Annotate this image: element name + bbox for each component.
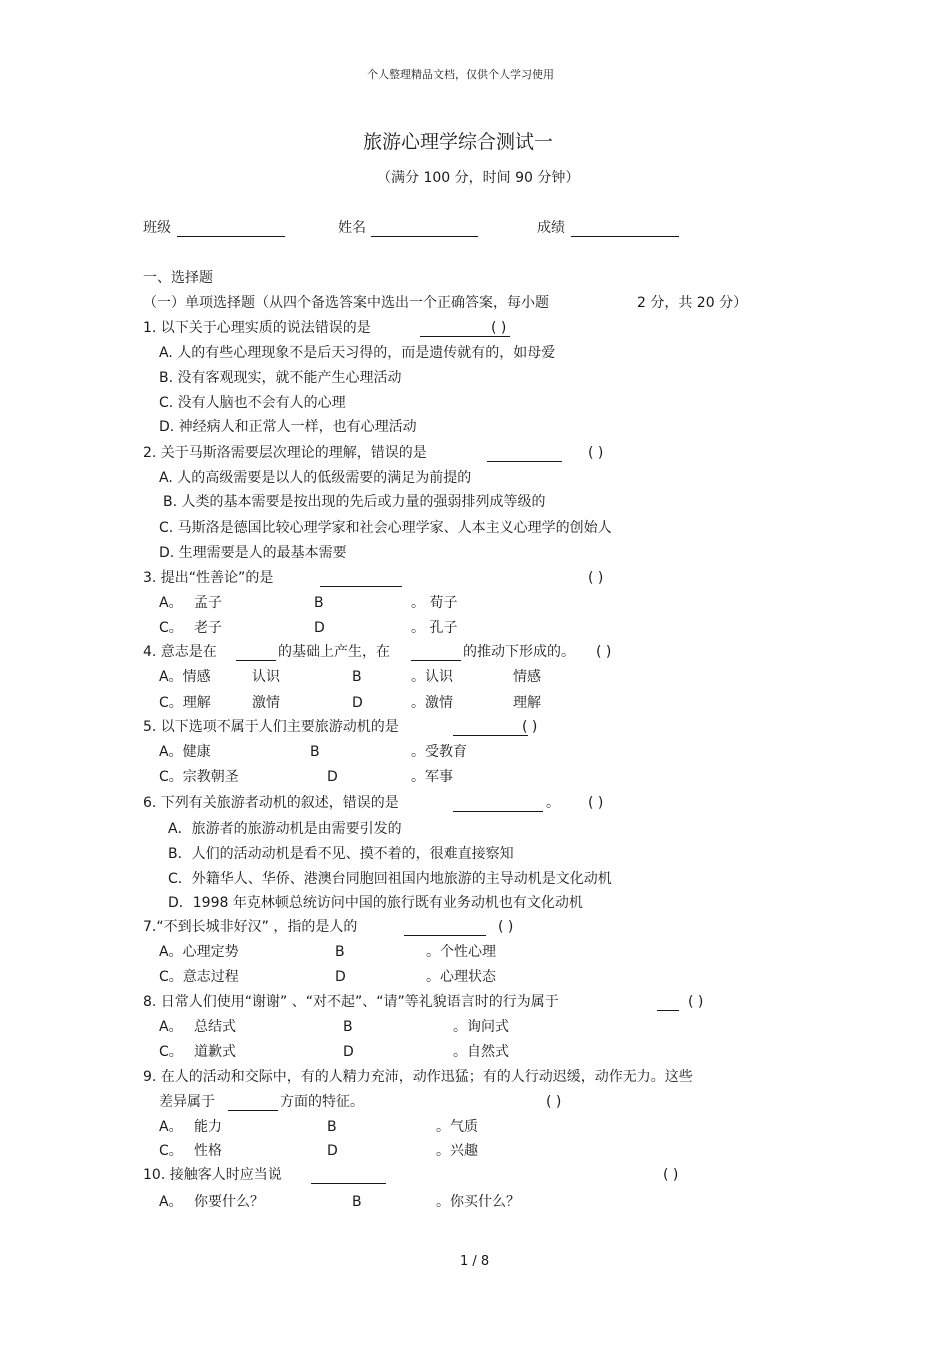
q5-option-b: 。受教育 bbox=[411, 744, 467, 760]
q6-option-c: C．外籍华人、华侨、港澳台同胞回祖国内地旅游的主导动机是文化动机 bbox=[168, 871, 612, 887]
q3-answer-bracket: ( ) bbox=[588, 570, 604, 586]
name-blank bbox=[371, 236, 478, 237]
q3-option-c-letter: C。 bbox=[159, 620, 183, 636]
q1-stem: 1. 以下关于心理实质的说法错误的是 bbox=[143, 320, 371, 336]
q9-option-a-letter: A。 bbox=[159, 1119, 183, 1135]
q4-option-c: C。理解 bbox=[159, 695, 211, 711]
q6-answer-bracket: ( ) bbox=[588, 795, 604, 811]
q8-answer-bracket: ( ) bbox=[688, 994, 704, 1010]
q3-option-d-text: 。 孔子 bbox=[411, 620, 458, 636]
q2-option-a: A. 人的高级需要是以人的低级需要的满足为前提的 bbox=[159, 470, 472, 486]
q10-answer-bracket: ( ) bbox=[663, 1167, 679, 1183]
q7-stem: 7.“不到长城非好汉” ，指的是人的 bbox=[143, 919, 358, 935]
q3-option-b-text: 。 荀子 bbox=[411, 595, 458, 611]
q8-option-d-text: 。自然式 bbox=[453, 1044, 509, 1060]
q6-stem: 6. 下列有关旅游者动机的叙述，错误的是 bbox=[143, 795, 399, 811]
q5-stem: 5. 以下选项不属于人们主要旅游动机的是 bbox=[143, 719, 399, 735]
q4-stem-part1: 4. 意志是在 bbox=[143, 644, 217, 660]
q8-option-c-text: 道歉式 bbox=[194, 1044, 236, 1060]
q5-blank bbox=[453, 735, 528, 736]
q9-stem-line2-tail: 方面的特征。 bbox=[280, 1094, 364, 1110]
q9-option-a-text: 能力 bbox=[194, 1119, 222, 1135]
section-intro: （一）单项选择题（从四个备选答案中选出一个正确答案，每小题 bbox=[143, 295, 549, 311]
q2-option-b: B. 人类的基本需要是按出现的先后或力量的强弱排列成等级的 bbox=[163, 494, 546, 510]
q9-blank bbox=[228, 1110, 278, 1111]
q3-option-d-letter: D bbox=[314, 620, 325, 636]
q5-option-b-letter: B bbox=[310, 744, 320, 760]
q8-option-a-letter: A。 bbox=[159, 1019, 183, 1035]
q4-stem-part2: 的基础上产生，在 bbox=[278, 644, 390, 660]
q4-option-b-second: 情感 bbox=[513, 669, 541, 685]
q9-option-b-letter: B bbox=[327, 1119, 337, 1135]
q1-answer-bracket: ( ) bbox=[491, 320, 507, 336]
q10-stem: 10. 接触客人时应当说 bbox=[143, 1167, 282, 1183]
q4-option-a-second: 认识 bbox=[252, 669, 280, 685]
q4-option-d-letter: D bbox=[352, 695, 363, 711]
q7-answer-bracket: ( ) bbox=[498, 919, 514, 935]
q7-option-a: A。心理定势 bbox=[159, 944, 239, 960]
q3-option-a-text: 孟子 bbox=[194, 595, 222, 611]
q5-option-c: C。宗教朝圣 bbox=[159, 769, 239, 785]
q9-stem: 9. 在人的活动和交际中，有的人精力充沛，动作迅猛；有的人行动迟缓，动作无力。这些 bbox=[143, 1069, 693, 1085]
q4-blank-1 bbox=[236, 660, 276, 661]
q9-option-c-text: 性格 bbox=[194, 1143, 222, 1159]
q8-option-b-text: 。询问式 bbox=[453, 1019, 509, 1035]
q4-blank-2 bbox=[411, 660, 461, 661]
q7-option-d: 。心理状态 bbox=[426, 969, 496, 985]
q3-option-a-letter: A。 bbox=[159, 595, 183, 611]
q7-option-b: 。个性心理 bbox=[426, 944, 496, 960]
q6-option-a: A．旅游者的旅游动机是由需要引发的 bbox=[168, 821, 402, 837]
q2-option-d: D. 生理需要是人的最基本需要 bbox=[159, 545, 347, 561]
q4-option-b-letter: B bbox=[352, 669, 362, 685]
class-label: 班级 bbox=[143, 220, 171, 236]
q4-stem-part3: 的推动下形成的。 bbox=[463, 644, 575, 660]
q4-option-c-second: 激情 bbox=[252, 695, 280, 711]
q6-blank bbox=[453, 811, 543, 812]
q3-option-b-letter: B bbox=[314, 595, 324, 611]
q4-answer-bracket: ( ) bbox=[596, 644, 612, 660]
section-title: 一、选择题 bbox=[143, 270, 213, 286]
q10-option-a-letter: A。 bbox=[159, 1194, 183, 1210]
q4-option-d: 。激情 bbox=[411, 695, 453, 711]
page-number: 1 / 8 bbox=[460, 1254, 490, 1269]
q9-option-c-letter: C。 bbox=[159, 1143, 183, 1159]
q5-option-a: A。健康 bbox=[159, 744, 211, 760]
q6-option-b: B．人们的活动动机是看不见、摸不着的，很难直接察知 bbox=[168, 846, 514, 862]
q9-option-b-text: 。气质 bbox=[436, 1119, 478, 1135]
q6-stem-period: 。 bbox=[546, 795, 560, 811]
section-intro-tail: 2 分，共 20 分） bbox=[637, 295, 748, 311]
q9-stem-line2: 差异属于 bbox=[159, 1094, 215, 1110]
score-label: 成绩 bbox=[537, 220, 565, 236]
q8-option-a-text: 总结式 bbox=[194, 1019, 236, 1035]
q7-option-d-letter: D bbox=[335, 969, 346, 985]
q10-blank bbox=[311, 1183, 386, 1184]
q8-option-c-letter: C。 bbox=[159, 1044, 183, 1060]
q8-option-b-letter: B bbox=[343, 1019, 353, 1035]
score-blank bbox=[571, 236, 679, 237]
q10-option-a-text: 你要什么？ bbox=[194, 1194, 264, 1210]
q2-stem: 2. 关于马斯洛需要层次理论的理解，错误的是 bbox=[143, 445, 427, 461]
document-title: 旅游心理学综合测试一 bbox=[363, 131, 554, 153]
page-header: 个人整理精品文档，仅供个人学习使用 bbox=[367, 68, 554, 81]
q4-option-b: 。认识 bbox=[411, 669, 453, 685]
q3-blank bbox=[320, 586, 402, 587]
q8-option-d-letter: D bbox=[343, 1044, 354, 1060]
q1-option-b: B. 没有客观现实，就不能产生心理活动 bbox=[159, 370, 402, 386]
q9-option-d-text: 。兴趣 bbox=[436, 1143, 478, 1159]
q3-option-c-text: 老子 bbox=[194, 620, 222, 636]
q1-option-d: D. 神经病人和正常人一样，也有心理活动 bbox=[159, 419, 417, 435]
q6-option-d: D．1998 年克林顿总统访问中国的旅行既有业务动机也有文化动机 bbox=[168, 895, 583, 911]
q5-answer-bracket: ( ) bbox=[522, 719, 538, 735]
q2-answer-bracket: ( ) bbox=[588, 445, 604, 461]
q5-option-d-letter: D bbox=[327, 769, 338, 785]
q7-blank bbox=[404, 935, 486, 936]
q1-option-a: A. 人的有些心理现象不是后天习得的，而是遗传就有的，如母爱 bbox=[159, 345, 556, 361]
q10-option-b-text: 。你买什么？ bbox=[436, 1194, 520, 1210]
q9-option-d-letter: D bbox=[327, 1143, 338, 1159]
class-blank bbox=[177, 236, 285, 237]
q7-option-c: C。意志过程 bbox=[159, 969, 239, 985]
q7-option-b-letter: B bbox=[335, 944, 345, 960]
q1-option-c: C. 没有人脑也不会有人的心理 bbox=[159, 395, 346, 411]
q2-option-c: C. 马斯洛是德国比较心理学家和社会心理学家、人本主义心理学的创始人 bbox=[159, 520, 612, 536]
q8-blank bbox=[657, 1010, 679, 1011]
q5-option-d: 。军事 bbox=[411, 769, 453, 785]
document-subtitle: （满分 100 分，时间 90 分钟） bbox=[377, 170, 580, 186]
q10-option-b-letter: B bbox=[352, 1194, 362, 1210]
q8-stem: 8. 日常人们使用“谢谢” 、“对不起”、“请”等礼貌语言时的行为属于 bbox=[143, 994, 559, 1010]
name-label: 姓名 bbox=[338, 220, 366, 236]
q4-option-a: A。情感 bbox=[159, 669, 211, 685]
q4-option-d-second: 理解 bbox=[513, 695, 541, 711]
q2-blank bbox=[487, 461, 562, 462]
q9-answer-bracket: ( ) bbox=[546, 1094, 562, 1110]
q3-stem: 3. 提出“性善论”的是 bbox=[143, 570, 274, 586]
